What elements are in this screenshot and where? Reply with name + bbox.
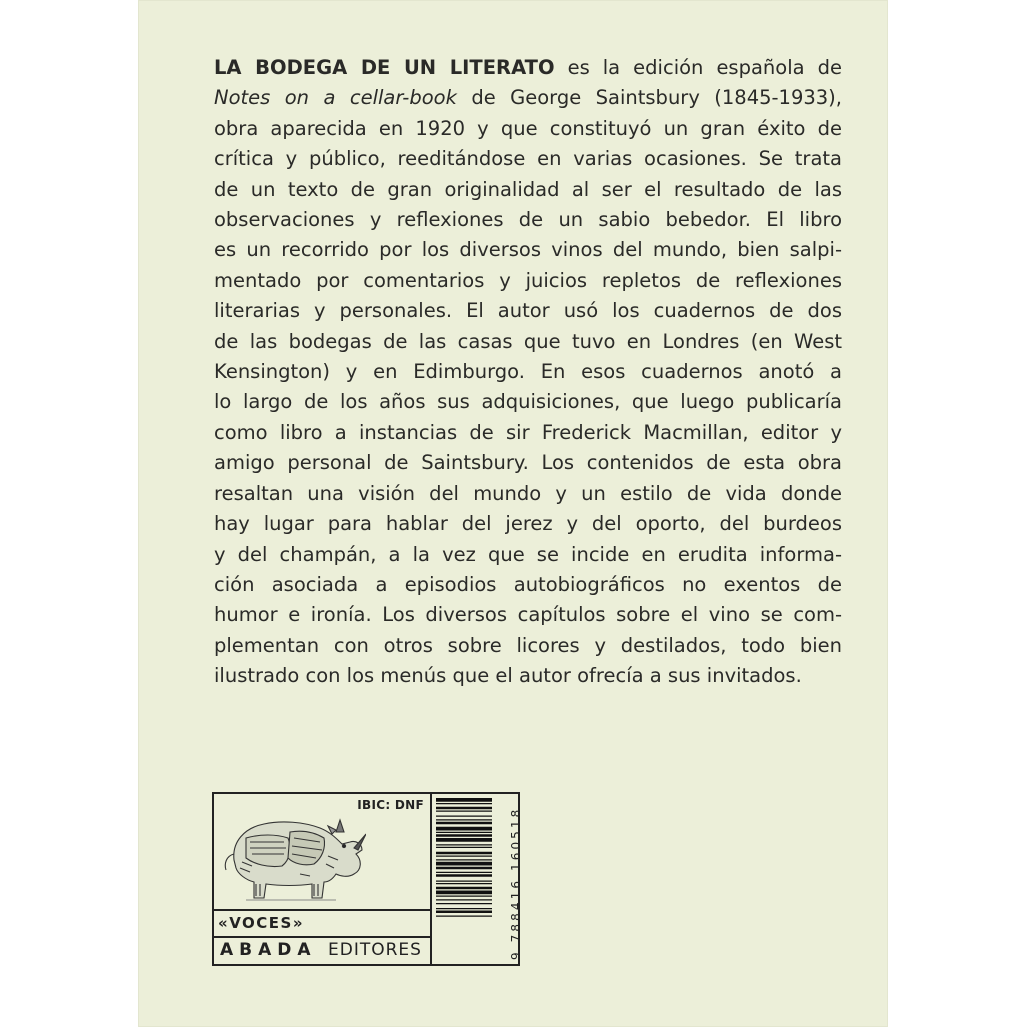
barcode-bar [436, 819, 492, 820]
blurb-line: es un recorrido por los diversos vinos del mundo, bien salpi- [214, 238, 842, 262]
barcode-bar [436, 816, 492, 817]
barcode-bar [436, 844, 492, 845]
blurb-text: de George Saintsbury (1845-1933), [456, 86, 842, 110]
barcode-bar [436, 908, 492, 909]
barcode-bar [436, 872, 492, 873]
rhinoceros-logo-icon [216, 798, 366, 908]
barcode-bar [436, 874, 492, 877]
barcode-bar [436, 856, 492, 857]
blurb-text: es la edición española de [554, 56, 842, 79]
isbn-number-container [495, 798, 523, 960]
barcode-icon [434, 796, 494, 962]
barcode-bar [436, 899, 492, 900]
barcode-bar [436, 822, 492, 825]
blurb-line: amigo personal de Saintsbury. Los contenidos de esta obra [214, 451, 842, 475]
barcode-bar [436, 832, 492, 833]
book-title: LA BODEGA DE UN LITERATO [214, 56, 555, 79]
barcode-bar [436, 803, 492, 804]
isbn-barcode [432, 794, 523, 964]
barcode-bar [436, 887, 492, 890]
blurb-line: hay lugar para hablar del jerez y del oporto, del burdeos [214, 512, 842, 536]
blurb-line: plementan con otros sobre licores y destilados, todo bien [214, 633, 842, 657]
blurb-line: literarias y personales. El autor usó los cuadernos de dos [214, 299, 842, 323]
barcode-bar [436, 811, 492, 812]
barcode-bar [436, 847, 492, 848]
barcode-bar [436, 881, 492, 882]
barcode-bar [436, 827, 492, 831]
blurb-line: de las bodegas de las casas que tuvo en Londres (en West [214, 329, 842, 353]
barcode-bar [436, 896, 492, 897]
barcode-bar [436, 891, 492, 895]
imprint-left-panel [214, 794, 432, 964]
barcode-bar [436, 838, 492, 842]
barcode-bar [436, 867, 492, 870]
barcode-bar [436, 903, 492, 904]
logo-panel [214, 794, 430, 911]
blurb-line: y del champán, a la vez que se incide en erudita informa- [214, 542, 842, 566]
blurb-line: lo largo de los años sus adquisiciones, que luego publicaría [214, 390, 842, 414]
barcode-bar [436, 883, 492, 884]
blurb-line: como libro a instancias de sir Frederick Macmillan, editor y [214, 420, 842, 444]
back-cover-blurb [214, 53, 842, 692]
barcode-bar [436, 916, 492, 917]
blurb-line: Kensington) y en Edimburgo. En esos cuadernos anotó a [214, 360, 842, 384]
collection-row [214, 911, 430, 938]
blurb-line: ción asociada a episodios autobiográficos no exentos de [214, 572, 842, 596]
collection-name: «VOCES» [218, 914, 305, 932]
blurb-line: mentado por comentarios y juicios repletos de reflexiones [214, 268, 842, 292]
blurb-line: observaciones y reflexiones de un sabio bebedor. El libro [214, 208, 842, 232]
blurb-line-2 [214, 83, 842, 113]
barcode-bar [436, 862, 492, 866]
blurb-line: crítica y público, reeditándose en varias ocasiones. Se trata [214, 147, 842, 171]
blurb-line: obra aparecida en 1920 y que constituyó un gran éxito de [214, 116, 842, 140]
barcode-bar [436, 834, 492, 837]
publisher-row [214, 938, 430, 964]
blurb-line: resaltan una visión del mundo y un estilo de vida donde [214, 481, 842, 505]
original-title: Notes on a cellar-book [214, 86, 457, 110]
blurb-line: de un texto de gran originalidad al ser el resultado de las [214, 177, 842, 201]
publisher-logotype: ABADA [220, 940, 317, 960]
barcode-bar [436, 807, 492, 810]
blurb-line-1 [214, 53, 842, 83]
imprint-box [212, 792, 523, 966]
barcode-bar [436, 852, 492, 855]
ibic-code: IBIC: DNF [357, 798, 424, 812]
barcode-bar [436, 798, 492, 802]
blurb-line: humor e ironía. Los diversos capítulos sobre el vino se com- [214, 603, 842, 627]
publisher-name: EDITORES [328, 940, 422, 960]
isbn-number: 9 788416 160518 [509, 806, 523, 960]
blurb-line: ilustrado con los menús que el autor ofrecía a sus invitados. [214, 664, 802, 688]
barcode-bar [436, 911, 492, 914]
barcode-bar [436, 859, 492, 860]
